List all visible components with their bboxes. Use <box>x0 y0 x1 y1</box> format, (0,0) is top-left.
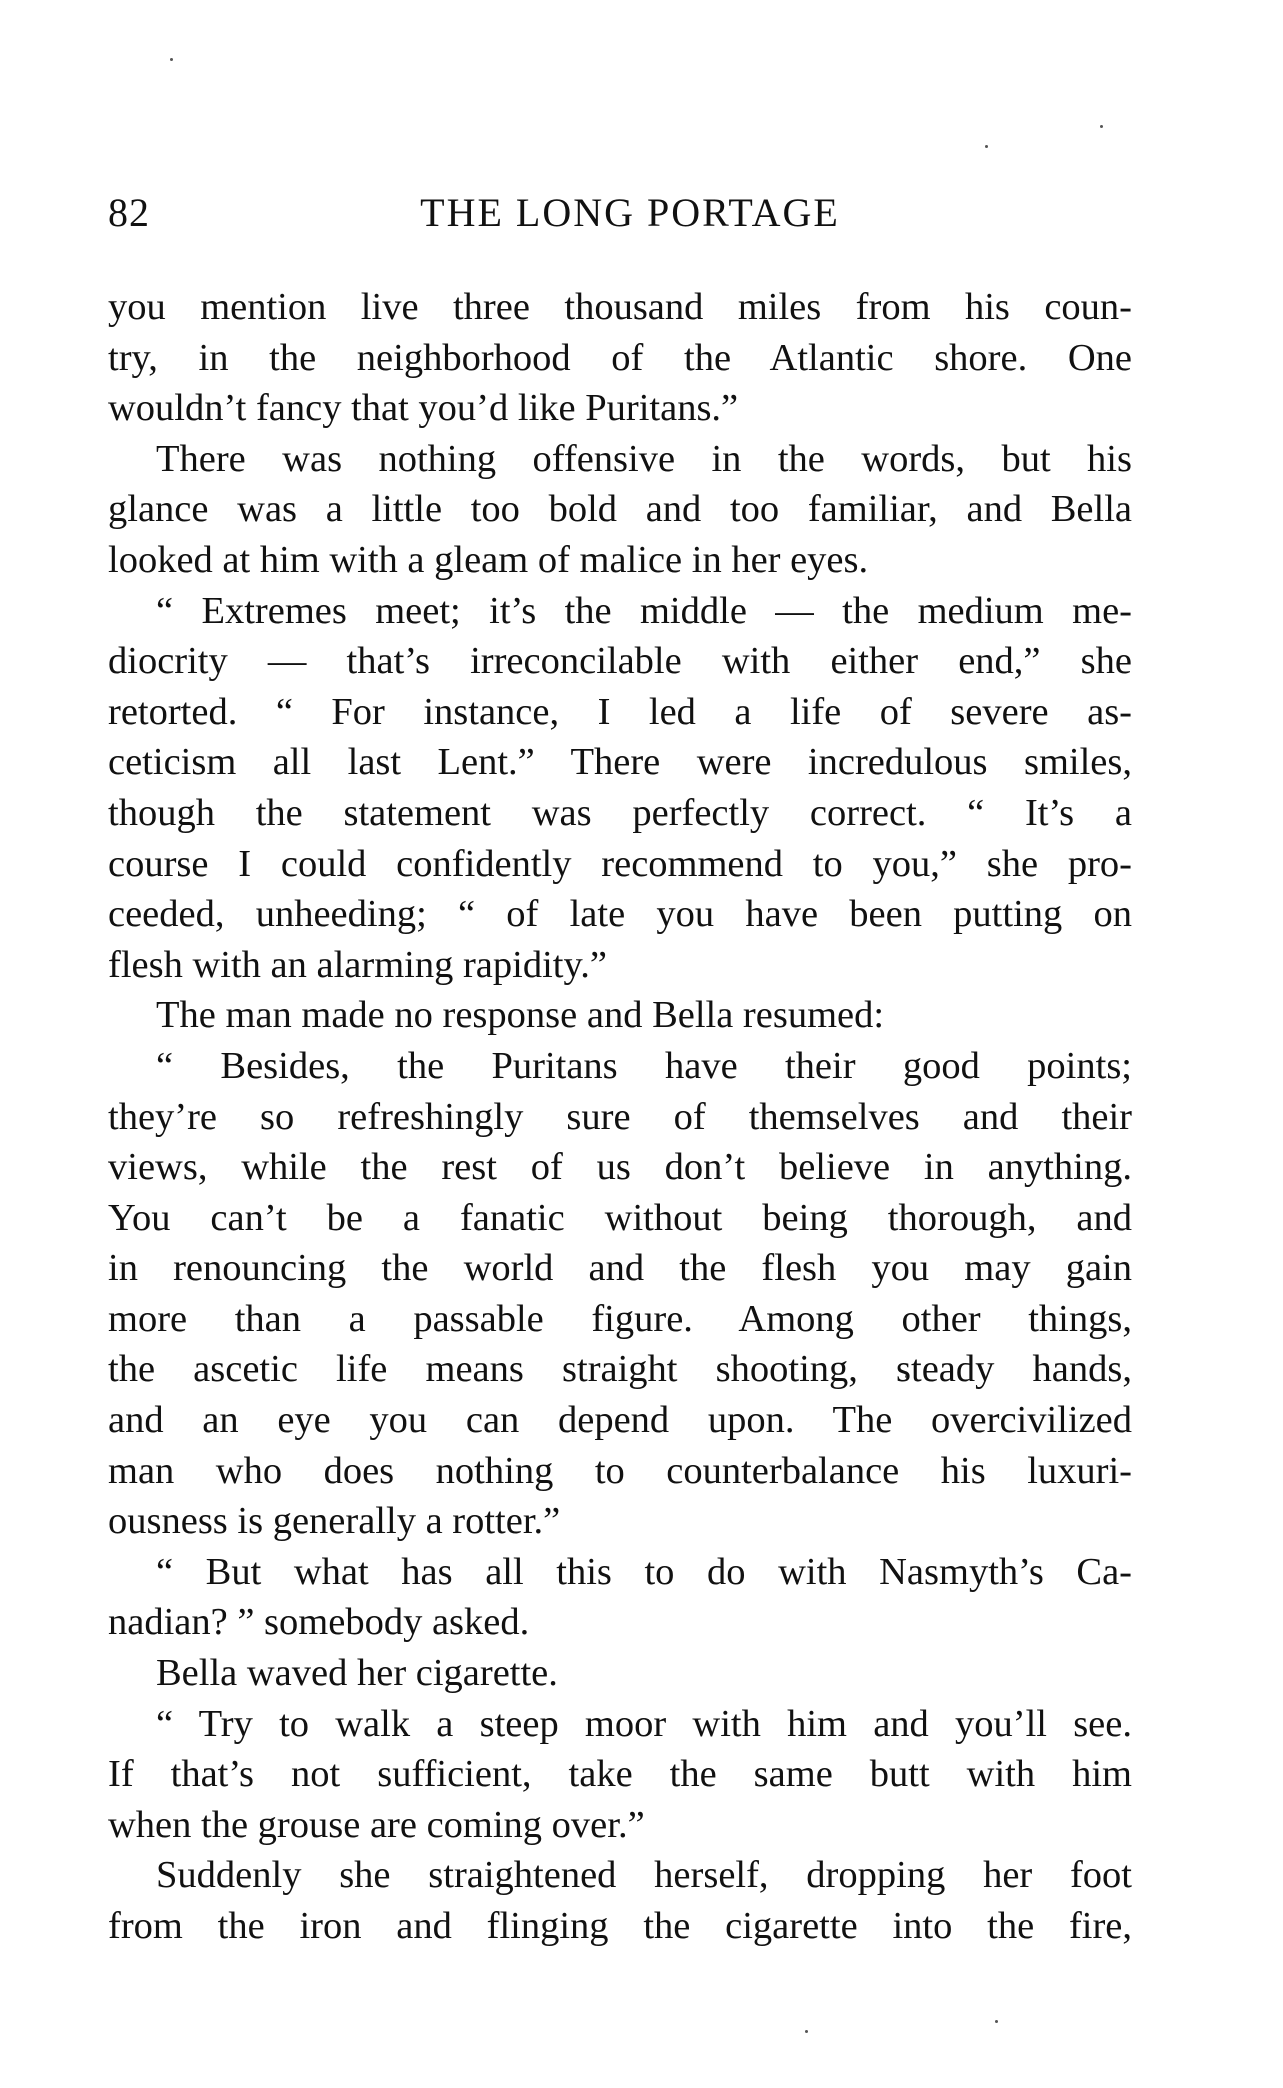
paper-speck <box>1100 125 1103 128</box>
text-line: “ Try to walk a steep moor with him and you’ll see. <box>156 1702 1132 1745</box>
text-line: wouldn’t fancy that you’d like Puritans.” <box>108 387 739 430</box>
text-line: more than a passable figure. Among other things, <box>108 1297 1132 1340</box>
text-line: “ Extremes meet; it’s the middle — the medium me- <box>156 589 1132 632</box>
text-line: and an eye you can depend upon. The overcivilized <box>108 1399 1132 1442</box>
text-line: ousness is generally a rotter.” <box>108 1500 561 1543</box>
text-line: though the statement was perfectly correct. “ It’s a <box>108 791 1132 834</box>
text-line: diocrity — that’s irreconcilable with either end,” she <box>108 640 1132 683</box>
paper-speck <box>170 58 173 61</box>
text-line: glance was a little too bold and too familiar, and Bella <box>108 488 1132 531</box>
text-line: Bella waved her cigarette. <box>156 1652 558 1695</box>
text-line: try, in the neighborhood of the Atlantic shore. One <box>108 336 1132 379</box>
text-line: The man made no response and Bella resumed: <box>156 994 885 1037</box>
text-line: Suddenly she straightened herself, dropping her foot <box>156 1854 1132 1897</box>
page-number: 82 <box>108 190 150 235</box>
text-line: “ Besides, the Puritans have their good points; <box>156 1044 1132 1087</box>
text-line: You can’t be a fanatic without being thorough, and <box>108 1196 1132 1239</box>
paper-speck <box>805 2030 808 2033</box>
text-line: course I could confidently recommend to you,” she pro- <box>108 842 1132 885</box>
text-line: in renouncing the world and the flesh you may gain <box>108 1247 1132 1290</box>
text-line: the ascetic life means straight shooting, steady hands, <box>108 1348 1132 1391</box>
text-line: If that’s not sufficient, take the same butt with him <box>108 1753 1132 1796</box>
paper-speck <box>985 145 988 148</box>
body-text <box>108 282 1132 1952</box>
text-line: nadian? ” somebody asked. <box>108 1601 530 1644</box>
text-line: “ But what has all this to do with Nasmyth’s Ca- <box>156 1550 1132 1593</box>
text-line: looked at him with a gleam of malice in her eyes. <box>108 538 869 581</box>
text-line: man who does nothing to counterbalance his luxuri- <box>108 1449 1132 1492</box>
running-title: THE LONG PORTAGE <box>420 190 840 235</box>
paper-speck <box>995 2020 998 2023</box>
text-line: views, while the rest of us don’t believe in anything. <box>108 1146 1132 1189</box>
text-line: they’re so refreshingly sure of themselves and their <box>108 1095 1132 1138</box>
text-line: flesh with an alarming rapidity.” <box>108 943 607 986</box>
text-line: when the grouse are coming over.” <box>108 1803 645 1846</box>
text-line: retorted. “ For instance, I led a life of severe as- <box>108 690 1132 733</box>
text-line: ceeded, unheeding; “ of late you have been putting on <box>108 893 1132 936</box>
text-line: you mention live three thousand miles from his coun- <box>108 286 1132 328</box>
text-line: There was nothing offensive in the words, but his <box>156 437 1132 480</box>
text-line: ceticism all last Lent.” There were incredulous smiles, <box>108 741 1132 784</box>
running-header <box>108 183 1132 243</box>
text-line: from the iron and flinging the cigarette into the fire, <box>108 1905 1132 1947</box>
